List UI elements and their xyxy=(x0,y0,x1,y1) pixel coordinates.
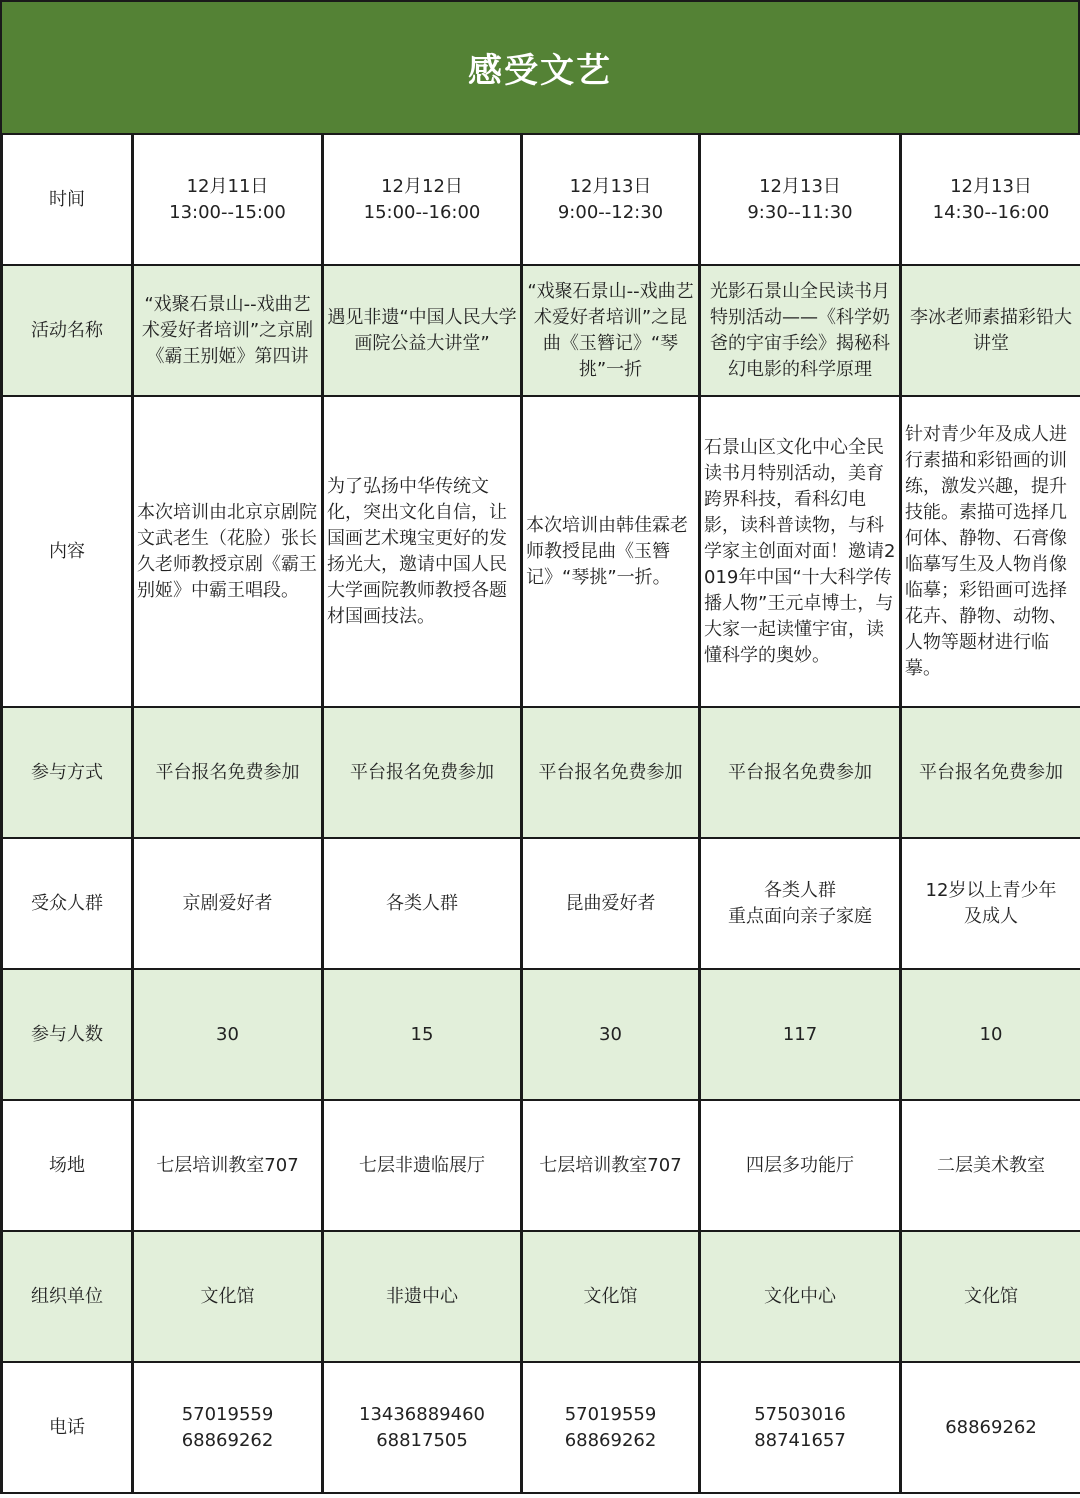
content-cell: 针对青少年及成人进行素描和彩铅画的训练，激发兴趣，提升技能。素描可选择几何体、静物、石膏像临摹写生及人物肖像临摹；彩铅画可选择花卉、静物、动物、人物等题材进行临摹。 xyxy=(901,396,1080,707)
time-cell: 12月13日 14:30--16:00 xyxy=(901,134,1080,265)
row-label-audience: 受众人群 xyxy=(2,838,133,969)
participation-method-cell: 平台报名免费参加 xyxy=(522,707,700,838)
time-cell: 12月13日 9:00--12:30 xyxy=(522,134,700,265)
time-cell: 12月11日 13:00--15:00 xyxy=(133,134,323,265)
header-bar xyxy=(0,0,1080,136)
row-content xyxy=(2,396,1080,707)
venue-cell: 七层培训教室707 xyxy=(522,1100,700,1231)
organizer-cell: 文化馆 xyxy=(133,1231,323,1362)
venue-cell: 七层培训教室707 xyxy=(133,1100,323,1231)
content-cell: 本次培训由韩佳霖老师教授昆曲《玉簪记》“琴挑”一折。 xyxy=(522,396,700,707)
venue-cell: 四层多功能厅 xyxy=(700,1100,901,1231)
organizer-cell: 文化中心 xyxy=(700,1231,901,1362)
row-activity-name xyxy=(2,265,1080,396)
time-cell: 12月13日 9:30--11:30 xyxy=(700,134,901,265)
venue-cell: 七层非遗临展厅 xyxy=(323,1100,522,1231)
activity-name-cell: 光影石景山全民读书月特别活动——《科学奶爸的宇宙手绘》揭秘科幻电影的科学原理 xyxy=(700,265,901,396)
audience-cell: 京剧爱好者 xyxy=(133,838,323,969)
row-organizer xyxy=(2,1231,1080,1362)
audience-cell: 12岁以上青少年 及成人 xyxy=(901,838,1080,969)
row-time xyxy=(2,134,1080,265)
activity-name-cell: “戏聚石景山--戏曲艺术爱好者培训”之昆曲《玉簪记》“琴挑”一折 xyxy=(522,265,700,396)
row-label-activity-name: 活动名称 xyxy=(2,265,133,396)
participant-count-cell: 15 xyxy=(323,969,522,1100)
phone-cell: 57503016 88741657 xyxy=(700,1362,901,1493)
organizer-cell: 文化馆 xyxy=(522,1231,700,1362)
row-participant-count xyxy=(2,969,1080,1100)
row-label-participation-method: 参与方式 xyxy=(2,707,133,838)
participation-method-cell: 平台报名免费参加 xyxy=(700,707,901,838)
participation-method-cell: 平台报名免费参加 xyxy=(133,707,323,838)
row-label-organizer: 组织单位 xyxy=(2,1231,133,1362)
row-label-participant-count: 参与人数 xyxy=(2,969,133,1100)
activity-name-cell: 李冰老师素描彩铅大讲堂 xyxy=(901,265,1080,396)
phone-cell: 68869262 xyxy=(901,1362,1080,1493)
activity-name-cell: 遇见非遗“中国人民大学画院公益大讲堂” xyxy=(323,265,522,396)
content-cell: 石景山区文化中心全民读书月特别活动，美育跨界科技，看科幻电影，读科普读物，与科学家主创面对面！邀请2019年中国“十大科学传播人物”王元卓博士，与大家一起读懂宇宙，读懂科学的奥妙。 xyxy=(700,396,901,707)
content-cell: 本次培训由北京京剧院文武老生（花脸）张长久老师教授京剧《霸王别姬》中霸王唱段。 xyxy=(133,396,323,707)
row-label-content: 内容 xyxy=(2,396,133,707)
row-label-time: 时间 xyxy=(2,134,133,265)
organizer-cell: 非遗中心 xyxy=(323,1231,522,1362)
schedule-table xyxy=(0,133,1080,1494)
row-phone xyxy=(2,1362,1080,1493)
page-title: 感受文艺 xyxy=(468,51,612,91)
time-cell: 12月12日 15:00--16:00 xyxy=(323,134,522,265)
organizer-cell: 文化馆 xyxy=(901,1231,1080,1362)
audience-cell: 昆曲爱好者 xyxy=(522,838,700,969)
audience-cell: 各类人群 xyxy=(323,838,522,969)
participant-count-cell: 30 xyxy=(133,969,323,1100)
audience-cell: 各类人群 重点面向亲子家庭 xyxy=(700,838,901,969)
venue-cell: 二层美术教室 xyxy=(901,1100,1080,1231)
participation-method-cell: 平台报名免费参加 xyxy=(323,707,522,838)
row-participation-method xyxy=(2,707,1080,838)
phone-cell: 13436889460 68817505 xyxy=(323,1362,522,1493)
participation-method-cell: 平台报名免费参加 xyxy=(901,707,1080,838)
participant-count-cell: 30 xyxy=(522,969,700,1100)
row-label-venue: 场地 xyxy=(2,1100,133,1231)
row-venue xyxy=(2,1100,1080,1231)
phone-cell: 57019559 68869262 xyxy=(133,1362,323,1493)
row-audience xyxy=(2,838,1080,969)
content-cell: 为了弘扬中华传统文化，突出文化自信，让国画艺术瑰宝更好的发扬光大，邀请中国人民大学画院教师教授各题材国画技法。 xyxy=(323,396,522,707)
participant-count-cell: 10 xyxy=(901,969,1080,1100)
participant-count-cell: 117 xyxy=(700,969,901,1100)
row-label-phone: 电话 xyxy=(2,1362,133,1493)
activity-name-cell: “戏聚石景山--戏曲艺术爱好者培训”之京剧《霸王别姬》第四讲 xyxy=(133,265,323,396)
phone-cell: 57019559 68869262 xyxy=(522,1362,700,1493)
